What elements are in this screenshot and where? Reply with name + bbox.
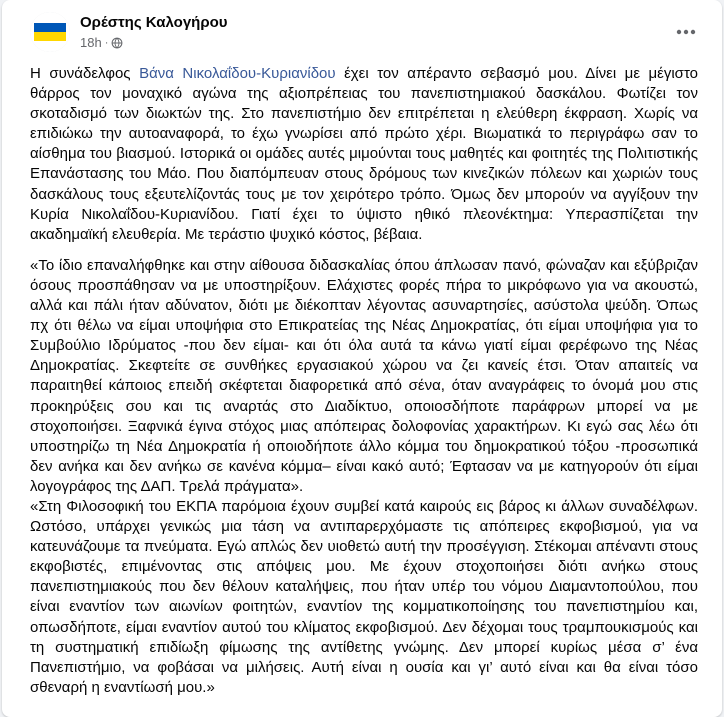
post-paragraph-3: «Στη Φιλοσοφική του ΕΚΠΑ παρόμοια έχουν συμβεί κατά καιρούς εις βάρος κι άλλων συναδέλφων. Ωστόσο, υπάρχει γενικώς μια τάση να αντιπαρερχόμαστε τις απόπειρες εκφοβισμού, για να κατευνάζουμε τα πνεύματα. Εγώ απλώς δεν υιοθετώ αυτή την προσέγγιση. Στέκομαι απέναντι στους εκφοβιστές, επιμένοντας στις απόψεις μου. Με έχουν στοχοποιήσει διότι ανήκω στους πανεπιστημιακούς που δεν θέλουν καταλήψεις, που ήταν υπέρ του νόμου Διαμαντοπούλου, που είναι εναντίον των αιωνίων φοιτητών, εναντίον της κομματικοποίησης του πανεπιστημίου και, οπωσδήποτε, είμαι εναντίον αυτού του κλίματος εκφοβισμού. Δεν δέχομαι τους τραμπουκισμούς και τη συστηματική επιδίωξη φίμωσης της αντίθετης γνώμης. Δεν μπορεί κυρίως μέσα σ’ ένα Πανεπιστήμιο, να φοβάσαι να μιλήσεις. Αυτή είναι η ουσία και γι’ αυτό είναι και θα είναι τόσο σθεναρή η εναντίωσή μου.» (30, 497, 698, 696)
post-paragraph-1 (30, 64, 698, 245)
post-paragraph-2: «Το ίδιο επαναλήφθηκε και στην αίθουσα διδασκαλίας όπου άπλωσαν πανό, φώναζαν και εξύβριζαν όσους προσπάθησαν να με υποστηρίξουν. Ελάχιστες φορές πήρα το μικρόφωνο για να ακουστώ, αλλά και πάλι ήταν αδύνατον, διότι με διέκοπταν λέγοντας ασυναρτησίες, ασύστολα ψεύδη. Όπως πχ ότι θέλω να είμαι υποψήφια στο Επικρατείας της Νέας Δημοκρατίας, ότι είμαι υποψήφια για το Συμβούλιο Ιδρύματος -που δεν είμαι- και ότι όλα αυτά τα κάνω γιατί είμαι φερέφωνο της Νέας Δημοκρατίας. Σκεφτείτε σε συνθήκες εργασιακού χώρου να ζει κανείς έτσι. Όταν απαιτείς να παραιτηθεί κάποιος επειδή σκέφτεται διαφορετικά από σένα, όταν αναγράφεις το όνομά μου στις προκηρύξεις σου και τις αναρτάς στο Διαδίκτυο, οποιοσδήποτε παράφρων μπορεί να με στοχοποιήσει. Ξαφνικά έγινα στόχος μιας απόπειρας δολοφονίας χαρακτήρων. Κι εγώ σας λέω ότι υποστηρίζω τη Νέα Δημοκρατία ή οποιοδήποτε άλλο κόμμα του δημοκρατικού τόξου -προσωπικά δεν ανήκα και δεν ανήκω σε κανένα κόμμα– είναι κακό αυτό; Έφτασαν να με κατηγορούν ότι είμαι λογογράφος της ΔΑΠ. Τρελά πράγματα». (30, 256, 698, 495)
post-header (30, 12, 710, 52)
paragraph-1-intro: Η συνάδελφος (30, 65, 140, 82)
mention-link[interactable]: Βάνα Νικολαΐδου-Κυριανίδου (139, 65, 336, 82)
post-meta (80, 35, 123, 50)
flag-yellow-stripe (34, 32, 66, 41)
flag-blue-stripe (34, 23, 66, 32)
avatar[interactable] (30, 12, 70, 52)
post-body (30, 64, 698, 698)
post-card (2, 0, 722, 717)
meta-separator: · (104, 36, 109, 49)
ukraine-flag-icon (30, 12, 70, 52)
globe-icon[interactable] (111, 37, 123, 49)
more-options-button[interactable] (670, 16, 702, 48)
more-horizontal-icon (676, 29, 696, 35)
post-timestamp[interactable]: 18h (80, 35, 102, 50)
paragraph-1-text: έχει τον απέραντο σεβασμό μου. Δίνει με μέγιστο θάρρος τον μοναχικό αγώνα της αξιοπρέπειας του πανεπιστημιακού δασκάλου. Φωτίζει τον σκοταδισμό των διωκτών της. Στο πανεπιστήμιο δεν επιτρέπεται η ελεύθερη έκφραση. Χωρίς να επιδιώκω την αυτοαναφορά, το έχω γνωρίσει από πρώτο χέρι. Βιωματικά το περιγράφω σαν το αίσθημα του βιασμού. Ιστορικά οι ομάδες αυτές μιμούνται τους μαθητές και φοιτητές της Πολιτιστικής Επανάστασης του Μάο. Που διαπόμπευαν στους δρόμους των κινεζικών πόλεων και χωριών τους δασκάλους τους εξευτελίζοντάς τους με τον χειρότερο τρόπο. Όμως δεν μπορούν να αγγίξουν την Κυρία Νικολαΐδου-Κυριανίδου. Γιατί έχει το ύψιστο ηθικό πλεονέκτημα: Υπερασπίζεται την ακαδημαϊκή ελευθερία. Με τεράστιο ψυχικό κόστος, βέβαια. (30, 65, 698, 243)
author-name[interactable]: Ορέστης Καλογήρου (80, 14, 228, 31)
